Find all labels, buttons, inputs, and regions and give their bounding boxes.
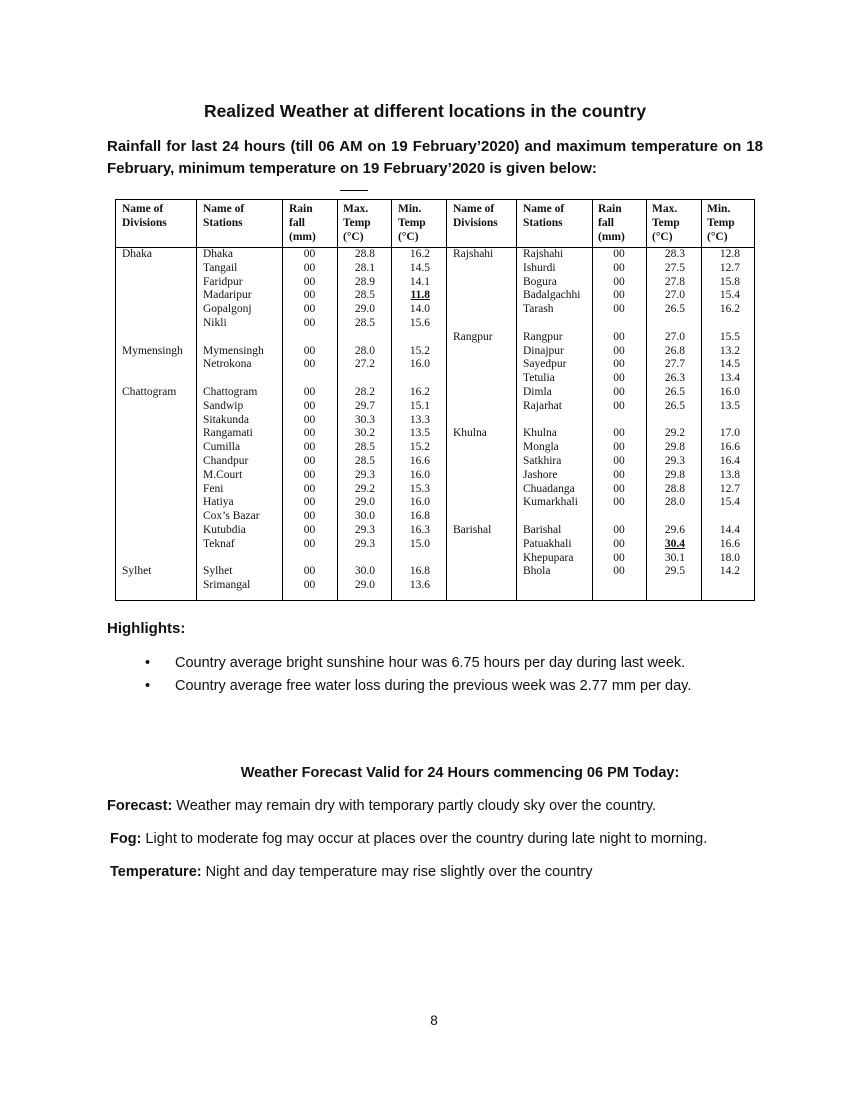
max-temp-value: 28.5	[354, 317, 375, 329]
rainfall-value: 00	[303, 455, 316, 467]
rainfall-value: 00	[303, 248, 316, 260]
max-temp-value: 29.2	[354, 482, 375, 495]
min-temp-value: 16.6	[409, 455, 430, 467]
station-name: Madaripur	[203, 289, 252, 302]
rainfall-value: 00	[303, 399, 316, 412]
column-header: Stations	[523, 217, 563, 229]
station-name: Khulna	[523, 427, 557, 440]
station-name: Dhaka	[203, 248, 234, 260]
station-name: Patuakhali	[523, 537, 572, 550]
col-divider	[516, 200, 517, 600]
min-temp-value: 16.0	[409, 468, 430, 481]
max-temp-value: 27.8	[664, 275, 685, 288]
col-divider	[196, 200, 197, 600]
rainfall-value: 00	[613, 275, 625, 288]
station-name: Sayedpur	[523, 358, 567, 371]
max-temp-value: 29.0	[354, 496, 375, 509]
min-temp-value: 14.1	[409, 275, 430, 288]
max-temp-value: 26.5	[664, 386, 685, 398]
highlight-text: Country average bright sunshine hour was 6.75 hours per day during last week.	[175, 655, 686, 671]
max-temp-value: 28.3	[664, 248, 685, 260]
rainfall-value: 00	[613, 441, 625, 454]
min-temp-value: 15.2	[409, 441, 430, 454]
min-temp-value: 12.7	[719, 482, 740, 495]
station-name: Netrokona	[203, 358, 252, 371]
highlight-item	[145, 676, 825, 699]
column-header: Name of	[203, 203, 245, 215]
min-temp-value: 14.4	[719, 524, 740, 536]
station-name: Mongla	[523, 441, 559, 454]
division-name: Barishal	[453, 524, 492, 536]
min-temp-value: 16.0	[409, 496, 430, 509]
rainfall-value: 00	[613, 455, 625, 467]
rainfall-value: 00	[303, 303, 316, 316]
rainfall-value: 00	[303, 275, 316, 288]
column-header: Divisions	[453, 217, 498, 229]
min-temp-value: 13.6	[409, 579, 430, 592]
rainfall-value: 00	[613, 496, 625, 509]
min-temp-value: 16.3	[409, 524, 430, 536]
rainfall-value: 00	[303, 482, 316, 495]
column-header: Min.	[707, 203, 731, 215]
division-name: Dhaka	[122, 248, 153, 260]
temperature-line	[110, 864, 592, 880]
min-temp-value: 16.8	[409, 565, 430, 578]
min-temp-value: 15.3	[409, 482, 430, 495]
division-name: Khulna	[453, 427, 487, 440]
max-temp-value: 28.5	[354, 289, 375, 302]
station-name: Sandwip	[203, 399, 244, 412]
max-temp-value: 28.9	[354, 275, 375, 288]
column-header: Temp	[652, 217, 680, 229]
station-name: Kumarkhali	[523, 496, 578, 509]
min-temp-value: 16.2	[409, 248, 430, 260]
min-temp-value: 15.2	[409, 344, 430, 357]
max-temp-value: 29.2	[664, 427, 685, 440]
min-temp-value: 14.5	[719, 358, 740, 371]
max-temp-value: 26.8	[664, 344, 685, 357]
column-header: fall	[598, 217, 614, 229]
max-temp-value: 30.3	[354, 413, 375, 426]
station-name: Khepupara	[523, 551, 574, 564]
rainfall-value: 00	[303, 261, 316, 274]
rainfall-value: 00	[303, 510, 316, 523]
max-temp-value: 29.6	[664, 524, 685, 536]
station-name: Chattogram	[203, 386, 258, 398]
max-temp-value: 29.3	[354, 524, 375, 536]
rainfall-value: 00	[303, 289, 316, 302]
forecast-label: Forecast:	[107, 798, 173, 814]
column-header: Rain	[598, 203, 622, 215]
rainfall-value: 00	[303, 468, 316, 481]
weather-table	[115, 199, 755, 601]
station-name: Rajshahi	[523, 248, 564, 260]
rainfall-value: 00	[613, 248, 625, 260]
station-name: Rajarhat	[523, 399, 562, 412]
column-header: Rain	[289, 203, 313, 215]
max-temp-value: 28.5	[354, 441, 375, 454]
max-temp-value: 27.0	[664, 289, 685, 302]
max-temp-value: 28.5	[354, 455, 375, 467]
intro-paragraph: Rainfall for last 24 hours (till 06 AM on 19 February’2020) and maximum temperature on 18 February, minimum temperature on 19 February’2020 is given below:	[107, 138, 763, 177]
min-temp-value: 16.2	[409, 386, 430, 398]
min-temp-value: 16.2	[719, 303, 740, 316]
min-temp-value: 13.4	[719, 372, 740, 385]
min-temp-value: 13.3	[409, 413, 430, 426]
station-name: Tangail	[203, 261, 238, 274]
min-temp-value: 15.0	[409, 537, 430, 550]
station-name: Tetulia	[523, 372, 555, 385]
division-name: Rajshahi	[453, 248, 494, 260]
column-header: Divisions	[122, 217, 167, 229]
min-temp-value: 15.4	[719, 289, 740, 302]
min-temp-value: 11.8	[410, 289, 430, 302]
max-temp-value: 29.7	[354, 399, 375, 412]
max-temp-value: 28.1	[354, 261, 375, 274]
column-header: (°C)	[343, 231, 364, 243]
rainfall-value: 00	[303, 565, 316, 578]
highlights-list	[145, 653, 825, 699]
forecast-line	[107, 798, 656, 814]
max-temp-value: 29.8	[664, 468, 685, 481]
column-header: fall	[289, 217, 305, 229]
highlights-heading: Highlights:	[107, 620, 186, 637]
forecast-heading: Weather Forecast Valid for 24 Hours commencing 06 PM Today:	[240, 765, 680, 781]
station-name: Barishal	[523, 524, 562, 536]
max-temp-value: 30.4	[664, 537, 685, 550]
column-header: Temp	[343, 217, 371, 229]
rainfall-value: 00	[303, 386, 316, 398]
rainfall-value: 00	[303, 524, 316, 536]
min-temp-value: 12.7	[719, 261, 740, 274]
column-header: Min.	[398, 203, 422, 215]
column-header: Name of	[453, 203, 495, 215]
min-temp-value: 13.2	[719, 344, 740, 357]
max-temp-value: 28.2	[354, 386, 375, 398]
column-header: (mm)	[289, 231, 316, 243]
station-name: Badalgachhi	[523, 289, 581, 302]
rainfall-value: 00	[303, 344, 316, 357]
rainfall-value: 00	[613, 303, 625, 316]
fog-text: Light to moderate fog may occur at places over the country during late night to morning.	[141, 831, 708, 847]
column-header: Max.	[652, 203, 678, 215]
rainfall-value: 00	[303, 441, 316, 454]
max-temp-value: 26.5	[664, 303, 685, 316]
station-name: Gopalgonj	[203, 303, 252, 316]
column-header: Name of	[523, 203, 565, 215]
rainfall-value: 00	[303, 427, 316, 440]
page-title: Realized Weather at different locations in the country	[203, 101, 647, 121]
max-temp-value: 26.5	[664, 399, 685, 412]
station-name: Cox’s Bazar	[203, 510, 260, 523]
min-temp-value: 15.6	[409, 317, 430, 329]
column-header: (°C)	[707, 231, 728, 243]
column-header: Temp	[707, 217, 735, 229]
rainfall-value: 00	[613, 468, 625, 481]
column-header: Name of	[122, 203, 164, 215]
rainfall-value: 00	[613, 565, 625, 578]
rainfall-value: 00	[613, 330, 625, 343]
min-temp-value: 13.5	[409, 427, 430, 440]
column-header: Max.	[343, 203, 369, 215]
station-name: Jashore	[523, 468, 558, 481]
rainfall-value: 00	[613, 289, 625, 302]
max-temp-value: 28.0	[354, 344, 375, 357]
max-temp-value: 29.5	[664, 565, 685, 578]
rainfall-value: 00	[613, 344, 625, 357]
forecast-text: Weather may remain dry with temporary partly cloudy sky over the country.	[172, 798, 657, 814]
min-temp-value: 14.0	[409, 303, 430, 316]
station-name: Dinajpur	[523, 344, 564, 357]
max-temp-value: 28.0	[664, 496, 685, 509]
max-temp-value: 30.1	[664, 551, 685, 564]
rainfall-value: 00	[303, 358, 316, 371]
max-temp-value: 27.5	[664, 261, 685, 274]
column-header: Temp	[398, 217, 426, 229]
rainfall-value: 00	[303, 317, 316, 329]
min-temp-value: 14.2	[719, 565, 740, 578]
station-name: Chandpur	[203, 455, 249, 467]
min-temp-value: 16.4	[719, 455, 740, 467]
min-temp-value: 15.5	[719, 330, 740, 343]
rainfall-value: 00	[613, 399, 625, 412]
max-temp-value: 29.0	[354, 303, 375, 316]
station-name: Mymensingh	[203, 344, 264, 357]
max-temp-value: 29.3	[354, 468, 375, 481]
separator-mark	[340, 190, 368, 191]
max-temp-value: 29.0	[354, 579, 375, 592]
fog-label: Fog:	[110, 831, 142, 847]
bullet-icon: •	[145, 678, 151, 694]
station-name: Hatiya	[203, 496, 234, 509]
max-temp-value: 29.3	[354, 537, 375, 550]
min-temp-value: 13.5	[719, 399, 740, 412]
min-temp-value: 16.0	[719, 386, 740, 398]
station-name: Bogura	[523, 275, 557, 288]
rainfall-value: 00	[613, 537, 625, 550]
min-temp-value: 16.6	[719, 441, 740, 454]
station-name: Ishurdi	[523, 261, 556, 274]
station-name: Rangamati	[203, 427, 253, 440]
col-divider	[446, 200, 447, 600]
rainfall-value: 00	[303, 537, 316, 550]
column-header: Stations	[203, 217, 243, 229]
rainfall-value: 00	[613, 482, 625, 495]
division-name: Sylhet	[122, 565, 152, 578]
station-name: Bhola	[523, 565, 551, 578]
highlight-item	[145, 653, 825, 676]
station-name: Sylhet	[203, 565, 233, 578]
max-temp-value: 26.3	[664, 372, 685, 385]
min-temp-value: 17.0	[719, 427, 740, 440]
division-name: Chattogram	[122, 386, 177, 398]
rainfall-value: 00	[303, 413, 316, 426]
rainfall-value: 00	[613, 427, 625, 440]
column-header: (°C)	[398, 231, 419, 243]
rainfall-value: 00	[613, 524, 625, 536]
max-temp-value: 30.0	[354, 510, 375, 523]
min-temp-value: 12.8	[719, 248, 740, 260]
min-temp-value: 18.0	[719, 551, 740, 564]
max-temp-value: 30.0	[354, 565, 375, 578]
station-name: Srimangal	[203, 579, 251, 592]
highlight-text: Country average free water loss during the previous week was 2.77 mm per day.	[175, 678, 692, 694]
station-name: Sitakunda	[203, 413, 249, 426]
station-name: Rangpur	[523, 330, 563, 343]
min-temp-value: 15.8	[719, 275, 740, 288]
division-name: Mymensingh	[122, 344, 183, 357]
station-name: Faridpur	[203, 275, 243, 288]
rainfall-value: 00	[613, 372, 625, 385]
station-name: Cumilla	[203, 441, 241, 454]
station-name: Teknaf	[203, 537, 235, 550]
max-temp-value: 29.8	[664, 441, 685, 454]
column-header: (mm)	[598, 231, 625, 243]
max-temp-value: 27.2	[354, 358, 375, 371]
max-temp-value: 27.7	[664, 358, 685, 371]
min-temp-value: 15.1	[409, 399, 430, 412]
min-temp-value: 13.8	[719, 468, 740, 481]
station-name: Satkhira	[523, 455, 562, 467]
rainfall-value: 00	[303, 496, 316, 509]
min-temp-value: 16.6	[719, 537, 740, 550]
temperature-label: Temperature:	[110, 864, 202, 880]
station-name: Chuadanga	[523, 482, 575, 495]
rainfall-value: 00	[303, 579, 316, 592]
min-temp-value: 14.5	[409, 261, 430, 274]
station-name: Dimla	[523, 386, 552, 398]
max-temp-value: 29.3	[664, 455, 685, 467]
rainfall-value: 00	[613, 551, 625, 564]
max-temp-value: 28.8	[354, 248, 375, 260]
page-number: 8	[430, 1013, 438, 1028]
min-temp-value: 16.0	[409, 358, 430, 371]
temperature-text: Night and day temperature may rise slightly over the country	[201, 864, 593, 880]
min-temp-value: 16.8	[409, 510, 430, 523]
station-name: Feni	[203, 482, 224, 495]
max-temp-value: 30.2	[354, 427, 375, 440]
rainfall-value: 00	[613, 261, 625, 274]
rainfall-value: 00	[613, 386, 625, 398]
station-name: Kutubdia	[203, 524, 246, 536]
division-name: Rangpur	[453, 330, 493, 343]
column-header: (°C)	[652, 231, 673, 243]
max-temp-value: 27.0	[664, 330, 685, 343]
station-name: Tarash	[523, 303, 554, 316]
rainfall-value: 00	[613, 358, 625, 371]
bullet-icon: •	[145, 655, 151, 671]
max-temp-value: 28.8	[664, 482, 685, 495]
station-name: Nikli	[203, 317, 227, 329]
fog-line	[110, 831, 707, 847]
min-temp-value: 15.4	[719, 496, 740, 509]
station-name: M.Court	[203, 468, 243, 481]
